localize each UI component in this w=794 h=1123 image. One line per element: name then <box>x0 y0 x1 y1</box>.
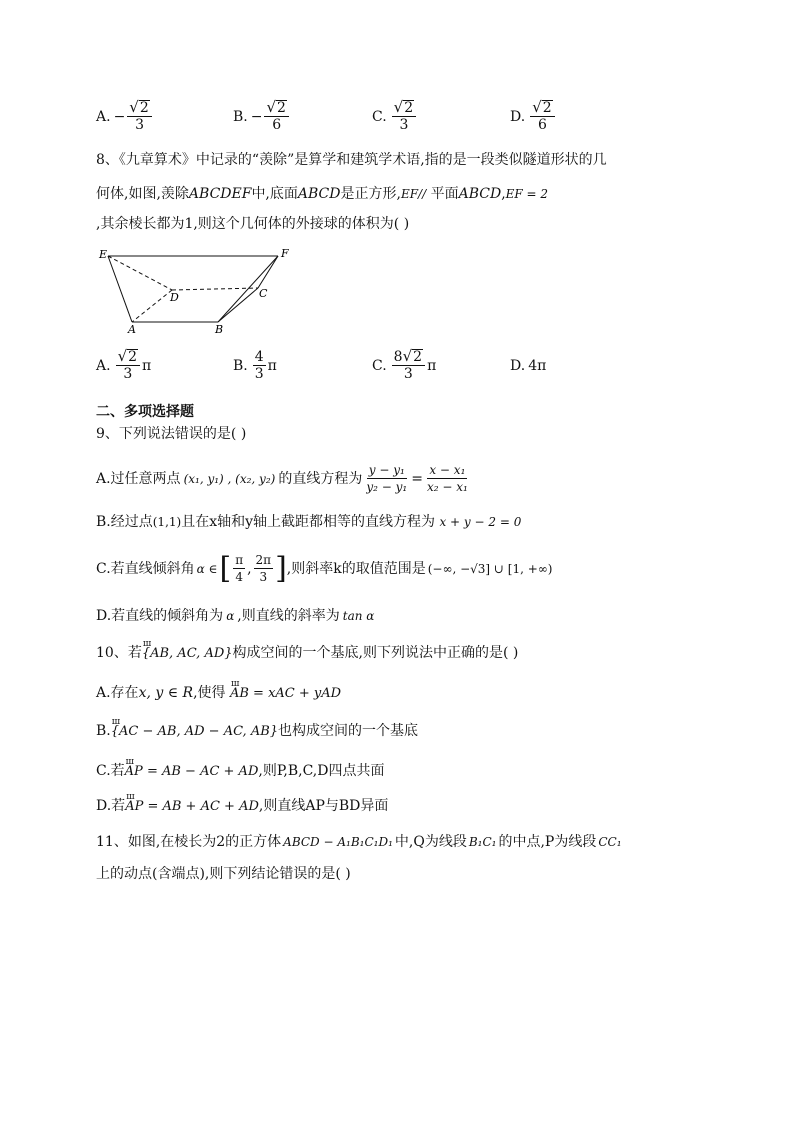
q10-option-c: C.若ш AP = AB − AC + AD,则P,B,C,D四点共面 <box>96 761 384 782</box>
q7-d-fraction: √ 2 6 <box>530 100 554 133</box>
edge-ed <box>108 256 172 290</box>
label-c: C <box>259 287 268 300</box>
q8-option-d: D. 4π <box>510 358 547 374</box>
q11-line2: 上的动点(含端点),则下列结论错误的是( ) <box>96 866 351 882</box>
q7-b-fraction: √ 2 6 <box>264 100 288 133</box>
label-a: A <box>128 323 136 336</box>
q7-option-c: C. √ 2 3 <box>372 100 418 133</box>
q8-option-c: C. 8 √ 2 3 π <box>372 347 437 382</box>
q8-line1: 8、《九章算术》中记录的“羡除”是算学和建筑学术语,指的是一段类似隧道形状的几 <box>96 152 607 168</box>
edge-fc <box>258 256 278 288</box>
q11-line1: 11、如图,在棱长为2的正方体 ABCD − A₁B₁C₁D₁ 中,Q为线段 B₁C₁ 的中点,P为线段 CC₁ <box>96 834 622 850</box>
q8-option-a: A. √ 2 3 π <box>96 347 152 382</box>
q7-option-d: D. √ 2 6 <box>510 100 557 133</box>
label-d: D <box>170 291 179 304</box>
section-heading: 二、多项选择题 <box>96 404 194 420</box>
edge-cb <box>218 288 258 322</box>
edge-dc <box>172 288 258 290</box>
q9-option-b: B.经过点(1,1)且在x轴和y轴上截距都相等的直线方程为 x + y − 2 = 0 <box>96 514 522 530</box>
q10-stem: 10、若ш {AB, AC, AD}构成空间的一个基底,则下列说法中正确的是( ) <box>96 643 518 664</box>
q7-option-b: B. − √ 2 6 <box>233 100 291 133</box>
q9-option-c: C.若直线倾斜角 α ∈ [ $\frac{\pi}{4}$ , $\frac{2\pi}{3}$ ] ,则斜率k的取值范围是 (−∞, −√3] ∪ [1, +∞) <box>96 550 553 586</box>
q8-figure <box>96 244 296 336</box>
q10-option-b: B.ш {AC − AB, AD − AC, AB}也构成空间的一个基底 <box>96 721 418 742</box>
q7-option-a: A. − √ 2 3 <box>96 100 154 133</box>
q9-stem: 9、下列说法错误的是( ) <box>96 426 247 442</box>
edge-da <box>132 290 172 322</box>
q9-option-a: A.过任意两点 (x₁, y₁) , (x₂, y₂) 的直线方程为 $\frac{\text{y − y₁}}{\text{y₂ − y₁}}$ = $\frac{\text{x − x₁}}{\text{x₂ − x₁}}$ <box>96 463 468 494</box>
label-e: E <box>99 248 108 261</box>
label-f: F <box>281 247 289 260</box>
label-b: B <box>215 323 224 336</box>
q10-option-d: D.若ш AP = AB + AC + AD,则直线AP与BD异面 <box>96 796 388 817</box>
q8-line3: ,其余棱长都为1,则这个几何体的外接球的体积为( ) <box>96 216 410 232</box>
edge-fb <box>218 256 278 322</box>
q7-a-fraction: √ 2 3 <box>127 100 151 133</box>
q9-option-d: D.若直线的倾斜角为 α ,则直线的斜率为 tan α <box>96 608 375 624</box>
q8-line2: 何体,如图,羡除ABCDEF中,底面ABCD是正方形,EF// 平面ABCD,EF = 2 <box>96 186 549 202</box>
q8-option-b: B. $\frac{4}{3}$ π <box>233 349 277 382</box>
q7-c-fraction: √ 2 3 <box>392 100 416 133</box>
q10-option-a: A.存在x, y ∈ R,使得 ш AB = xAC + yAD <box>96 683 341 704</box>
edge-ea <box>108 256 132 322</box>
